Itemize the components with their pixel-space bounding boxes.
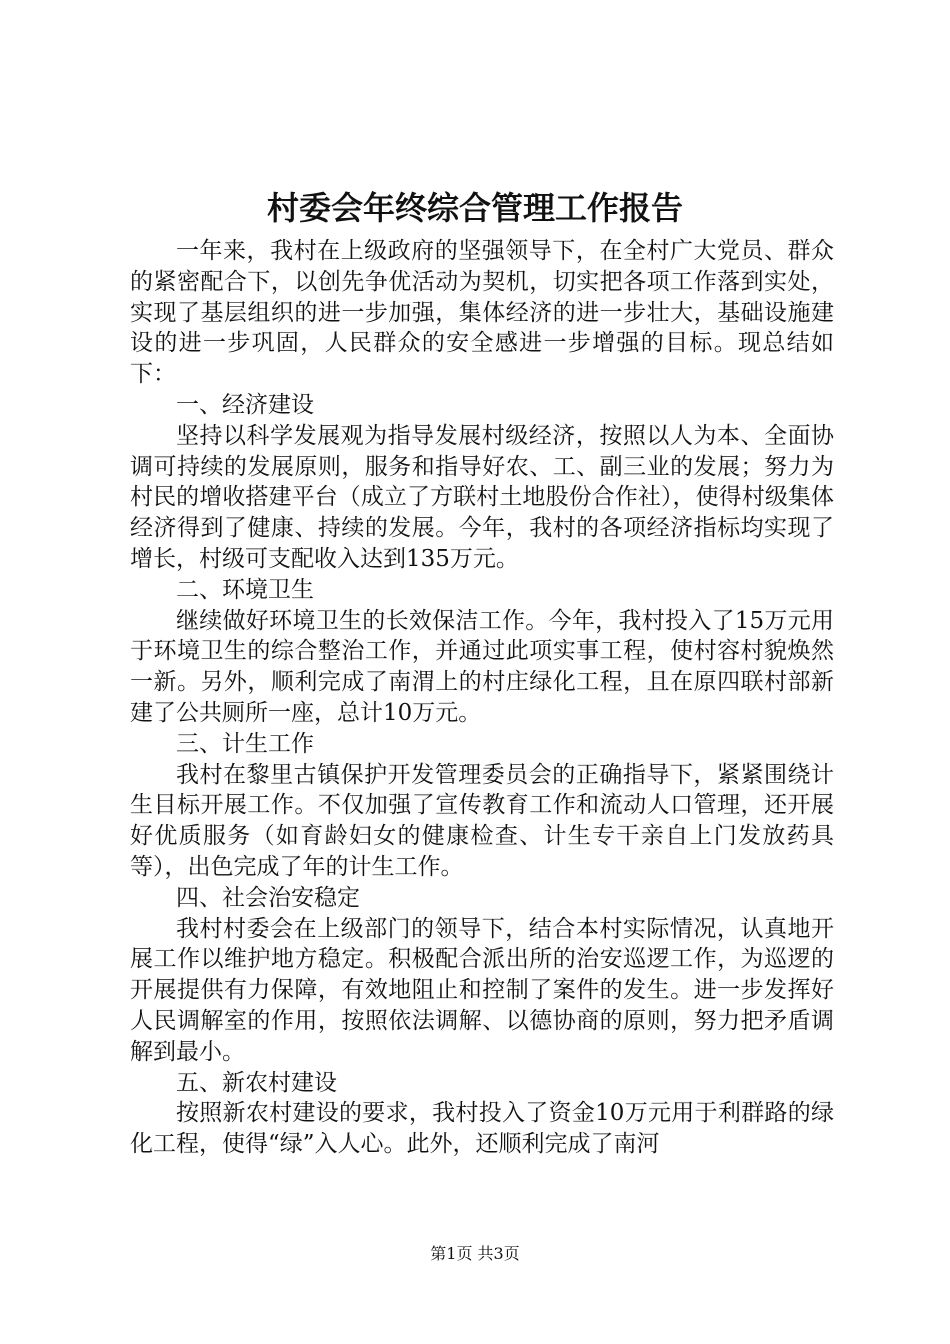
section-heading-economy: 一、经济建设 [176,391,314,418]
environment-paragraph: 继续做好环境卫生的长效保洁工作。今年，我村投入了15万元用于环境卫生的综合整治工作，并通过此项实事工程，使村容村貌焕然一新。另外，顺利完成了南渭上的村庄绿化工程，且在原四联村部新建了公共厕所一座，总计10万元。 [130,607,834,726]
section-heading-new-countryside: 五、新农村建设 [176,1069,337,1096]
section-heading-family-planning: 三、计生工作 [176,730,314,757]
section-heading-environment: 二、环境卫生 [176,576,314,603]
public-security-paragraph: 我村村委会在上级部门的领导下，结合本村实际情况，认真地开展工作以维护地方稳定。积极配合派出所的治安巡逻工作，为巡逻的开展提供有力保障，有效地阻止和控制了案件的发生。进一步发挥好人民调解室的作用，按照依法调解、以德协商的原则，努力把矛盾调解到最小。 [130,915,834,1065]
document-title: 村委会年终综合管理工作报告 [266,189,683,227]
economy-paragraph: 坚持以科学发展观为指导发展村级经济，按照以人为本、全面协调可持续的发展原则，服务和指导好农、工、副三业的发展；努力为村民的增收搭建平台（成立了方联村土地股份合作社），使得村级集体经济得到了健康、持续的发展。今年，我村的各项经济指标均实现了增长，村级可支配收入达到135万元。 [130,422,834,572]
intro-paragraph: 一年来，我村在上级政府的坚强领导下，在全村广大党员、群众的紧密配合下，以创先争优活动为契机，切实把各项工作落到实处，实现了基层组织的进一步加强，集体经济的进一步壮大，基础设施建设的进一步巩固，人民群众的安全感进一步增强的目标。现总结如下： [130,238,834,388]
document-body [130,236,834,1160]
family-planning-paragraph: 我村在黎里古镇保护开发管理委员会的正确指导下，紧紧围绕计生目标开展工作。不仅加强了宣传教育工作和流动人口管理，还开展好优质服务（如育龄妇女的健康检查、计生专干亲自上门发放药具等），出色完成了年的计生工作。 [130,761,834,880]
new-countryside-paragraph: 按照新农村建设的要求，我村投入了资金10万元用于利群路的绿化工程，使得“绿”入人心。此外，还顺利完成了南河 [130,1100,834,1158]
section-heading-public-security: 四、社会治安稳定 [176,884,360,911]
page-footer: 第1页 共3页 [430,1244,520,1263]
